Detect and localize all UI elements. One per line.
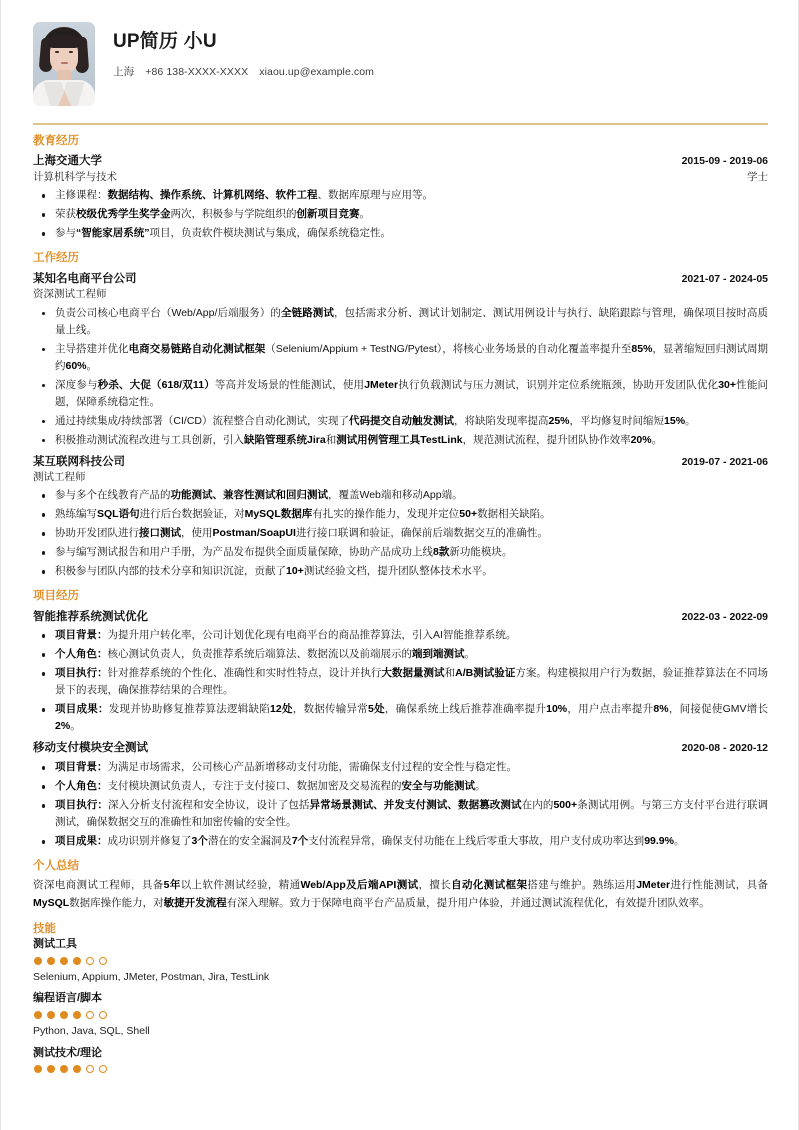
bullet-list <box>33 627 768 735</box>
bullet-item: 项目背景：为提升用户转化率，公司计划优化现有电商平台的商品推荐算法，引入AI智能推荐系统。 <box>33 627 768 644</box>
project-name: 移动支付模块安全测试 <box>33 742 148 755</box>
skill-level-dot <box>60 1065 68 1073</box>
project-date: 2020-08 - 2020-12 <box>681 742 768 755</box>
skill-level-meter <box>34 1065 768 1073</box>
section-summary <box>33 859 768 913</box>
skill-item-list: Selenium, Appium, JMeter, Postman, Jira, TestLink <box>33 970 270 983</box>
bullet-item: 协助开发团队进行接口测试，使用Postman/SoapUI进行接口联调和验证，确保前后端数据交互的准确性。 <box>33 525 768 542</box>
bullet-item: 积极参与团队内部的技术分享和知识沉淀，贡献了10+测试经验文档，提升团队整体技术水平。 <box>33 563 768 580</box>
education-entry <box>33 153 768 242</box>
section-work <box>33 251 768 580</box>
company-name: 某知名电商平台公司 <box>33 272 137 285</box>
skill-level-dot <box>86 957 94 965</box>
section-title-education: 教育经历 <box>33 135 79 147</box>
project-entry-head <box>33 609 768 626</box>
contact-email: xiaou.up@example.com <box>259 65 375 78</box>
work-date: 2019-07 - 2021-06 <box>681 455 768 468</box>
name-block <box>113 22 382 79</box>
school-name: 上海交通大学 <box>33 155 102 168</box>
candidate-name: UP简历 小U <box>113 31 217 52</box>
skill-level-dot <box>34 957 42 965</box>
skill-level-dot <box>99 1011 107 1019</box>
project-entry-head <box>33 740 768 757</box>
skill-entries <box>33 937 768 1073</box>
job-title: 测试工程师 <box>33 471 86 484</box>
bullet-item: 荣获校级优秀学生奖学金两次，积极参与学院组织的创新项目竞赛。 <box>33 206 768 223</box>
section-education <box>33 134 768 242</box>
skill-level-dot <box>73 1065 81 1073</box>
skill-level-dot <box>86 1065 94 1073</box>
bullet-list <box>33 759 768 850</box>
project-entries <box>33 609 768 850</box>
skill-level-meter <box>34 957 768 965</box>
skill-level-dot <box>47 957 55 965</box>
skill-category-name: 测试技术/理论 <box>33 1046 103 1059</box>
education-date: 2015-09 - 2019-06 <box>681 155 768 168</box>
contact-phone: +86 138-XXXX-XXXX <box>145 65 249 78</box>
profile-photo <box>33 22 95 106</box>
skill-level-dot <box>47 1065 55 1073</box>
bullet-item: 项目背景：为满足市场需求，公司核心产品新增移动支付功能，需确保支付过程的安全性与稳定性。 <box>33 759 768 776</box>
bullet-item: 参与“智能家居系统”项目，负责软件模块测试与集成，确保系统稳定性。 <box>33 225 768 242</box>
skill-level-dot <box>99 1065 107 1073</box>
section-title-skills: 技能 <box>33 922 56 935</box>
bullet-list <box>33 187 768 242</box>
bullet-item: 积极推动测试流程改进与工具创新，引入缺陷管理系统Jira和测试用例管理工具TestLink，规范测试流程，提升团队协作效率20%。 <box>33 432 768 449</box>
contact-location: 上海 <box>113 65 135 78</box>
work-entries <box>33 271 768 581</box>
section-title-summary: 个人总结 <box>33 860 79 873</box>
bullet-item: 通过持续集成/持续部署（CI/CD）流程整合自动化测试，实现了代码提交自动触发测试，将缺陷发现率提高25%，平均修复时间缩短15%。 <box>33 413 768 430</box>
work-entry-head <box>33 271 768 288</box>
resume-header <box>33 22 768 106</box>
skill-category-name: 测试工具 <box>33 938 77 951</box>
contact-line <box>113 64 382 79</box>
project-entry <box>33 740 768 850</box>
bullet-item: 主修课程：数据结构、操作系统、计算机网络、软件工程、数据库原理与应用等。 <box>33 187 768 204</box>
education-entries <box>33 153 768 242</box>
skill-level-dot <box>47 1011 55 1019</box>
section-skills <box>33 922 768 1073</box>
bullet-list <box>33 487 768 580</box>
work-date: 2021-07 - 2024-05 <box>681 272 768 285</box>
summary-text: 资深电商测试工程师，具备5年以上软件测试经验，精通Web/App及后端API测试，擅长自动化测试框架搭建与维护。熟练运用JMeter进行性能测试，具备MySQL数据库操作能力，对敏捷开发流程有深入理解。致力于保障电商平台产品质量，提升用户体验，并通过测试流程优化，有效提升团队效率。 <box>33 878 769 910</box>
skill-level-dot <box>60 1011 68 1019</box>
section-title-projects: 项目经历 <box>33 590 79 603</box>
skill-level-dot <box>34 1065 42 1073</box>
work-entry <box>33 454 768 581</box>
skill-entry <box>33 991 768 1039</box>
bullet-item: 个人角色：支付模块测试负责人，专注于支付接口、数据加密及交易流程的安全与功能测试。 <box>33 778 768 795</box>
bullet-item: 项目执行：针对推荐系统的个性化、准确性和实时性特点，设计并执行大数据量测试和A/B测试验证方案。构建模拟用户行为数据，验证推荐算法在不同场景下的表现，确保推荐结果的合理性。 <box>33 665 768 699</box>
major: 计算机科学与技术 <box>33 171 117 184</box>
bullet-list <box>33 305 768 449</box>
project-date: 2022-03 - 2022-09 <box>681 610 768 623</box>
skill-entry <box>33 1046 768 1073</box>
bullet-item: 负责公司核心电商平台（Web/App/后端服务）的全链路测试，包括需求分析、测试计划制定、测试用例设计与执行、缺陷跟踪与管理，确保项目按时高质量上线。 <box>33 305 768 339</box>
company-name: 某互联网科技公司 <box>33 455 125 468</box>
bullet-item: 参与编写测试报告和用户手册，为产品发布提供全面质量保障，协助产品成功上线8款新功能模块。 <box>33 544 768 561</box>
bullet-item: 个人角色：核心测试负责人，负责推荐系统后端算法、数据流以及前端展示的端到端测试。 <box>33 646 768 663</box>
skill-level-dot <box>34 1011 42 1019</box>
education-entry-sub <box>33 170 768 185</box>
skill-item-list: Python, Java, SQL, Shell <box>33 1024 150 1037</box>
bullet-item: 参与多个在线教育产品的功能测试、兼容性测试和回归测试，覆盖Web端和移动App端。 <box>33 487 768 504</box>
degree: 学士 <box>747 171 768 184</box>
bullet-item: 主导搭建并优化电商交易链路自动化测试框架（Selenium/Appium + TestNG/Pytest），将核心业务场景的自动化覆盖率提升至85%，显著缩短回归测试周期约60%。 <box>33 341 768 375</box>
section-title-work: 工作经历 <box>33 252 79 265</box>
skill-level-dot <box>99 957 107 965</box>
work-entry <box>33 271 768 449</box>
skill-level-dot <box>86 1011 94 1019</box>
skill-category-name: 编程语言/脚本 <box>33 992 103 1005</box>
bullet-item: 项目执行：深入分析支付流程和安全协议，设计了包括异常场景测试、并发支付测试、数据篡改测试在内的500+条测试用例。与第三方支付平台进行联调测试，确保数据交互的准确性和加密传输的安全性。 <box>33 797 768 831</box>
job-title: 资深测试工程师 <box>33 288 107 301</box>
skill-entry <box>33 937 768 985</box>
section-projects <box>33 589 768 850</box>
header-divider <box>33 123 768 125</box>
project-entry <box>33 609 768 736</box>
education-entry-head <box>33 153 768 170</box>
project-name: 智能推荐系统测试优化 <box>33 610 148 623</box>
skill-level-dot <box>73 1011 81 1019</box>
bullet-item: 熟练编写SQL语句进行后台数据验证，对MySQL数据库有扎实的操作能力，发现并定位50+数据相关缺陷。 <box>33 506 768 523</box>
skill-level-dot <box>60 957 68 965</box>
skill-level-meter <box>34 1011 768 1019</box>
bullet-item: 深度参与秒杀、大促（618/双11）等高并发场景的性能测试，使用JMeter执行负载测试与压力测试，识别并定位系统瓶颈，协助开发团队优化30+性能问题，保障系统稳定性。 <box>33 377 768 411</box>
skill-level-dot <box>73 957 81 965</box>
work-entry-head <box>33 454 768 471</box>
bullet-item: 项目成果：成功识别并修复了3个潜在的安全漏洞及7个支付流程异常，确保支付功能在上线后零重大事故，用户支付成功率达到99.9%。 <box>33 833 768 850</box>
bullet-item: 项目成果：发现并协助修复推荐算法逻辑缺陷12处，数据传输异常5处，确保系统上线后推荐准确率提升10%，用户点击率提升8%，间接促使GMV增长2%。 <box>33 701 768 735</box>
